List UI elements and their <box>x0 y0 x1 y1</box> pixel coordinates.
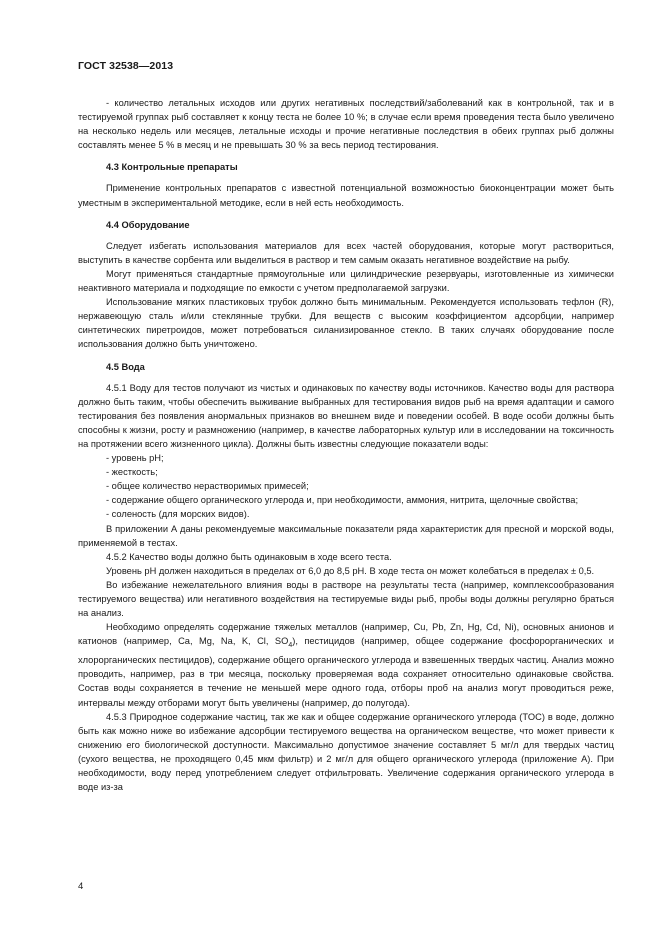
section-heading-4-5: 4.5 Вода <box>106 361 145 372</box>
list-item: - соленость (для морских видов). <box>106 509 250 520</box>
paragraph: 4.5.1 Воду для тестов получают из чистых и одинаковых по качеству воды источников. Качество воды для раствора должно быть таким, чтобы обеспечить выживание выбранных для тестирования видов рыб на время адаптации и самого тестирования без появления анормальных признаков во внешнем виде и поведении особей. В воде особи должны быть способны к жизни, росту и размножению (например, в качестве лабораторных культур или в исследовании на токсичность на протяжении всего жизненного цикла). Должны быть известны следующие показатели воды: <box>78 382 614 449</box>
paragraph: 4.5.3 Природное содержание частиц, так же как и общее содержание органического углерода (TOC) в воде, должно быть как можно ниже во избежание адсорбции тестируемого вещества на органическом веществе, что может привести к снижению его биологической доступности. Максимально допустимое значение составляет 5 мг/л для твердых частиц (сухого вещества, не проходящего 0,45 мкм фильтр) и 2 мг/л для общего органического углерода (приложение А). При необходимости, воду перед употреблением следует отфильтровать. Увеличение содержания органического углерода в воде из-за <box>78 711 614 793</box>
paragraph: В приложении А даны рекомендуемые максимальные показатели ряда характеристик для пресной и морской воды, применяемой в тестах. <box>78 523 614 548</box>
paragraph: Следует избегать использования материалов для всех частей оборудования, которые могут раствориться, выступить в качестве сорбента или выделиться в раствор и тем самым оказать негативное воздействие на рыбу. <box>78 240 614 265</box>
paragraph: Уровень pH должен находиться в пределах от 6,0 до 8,5 pH. В ходе теста он может колебаться в пределах ± 0,5. <box>106 565 595 576</box>
subscript: 4 <box>288 642 293 650</box>
paragraph <box>78 620 614 709</box>
document-header: ГОСТ 32538—2013 <box>78 60 174 72</box>
paragraph: - количество летальных исходов или других негативных последствий/заболеваний как в контрольной, так и в тестируемой группах рыб составляет к концу теста не более 10 %; в случае если время проведения теста было увеличено на несколько недель или месяцев, летальные исходы и прочие негативные последствия в обеих группах рыб должны составлять менее 5 % в месяц и не превышать 30 % за весь период тестирования. <box>78 98 614 151</box>
page-number: 4 <box>78 881 84 892</box>
paragraph: Могут применяться стандартные прямоугольные или цилиндрические резервуары, изготовленные из химически неактивного материала и подходящие по емкости с учетом предполагаемой загрузки. <box>78 268 614 294</box>
page-body <box>78 96 614 794</box>
paragraph: Использование мягких пластиковых трубок должно быть минимальным. Рекомендуется использовать тефлон (R), нержавеющую сталь и/или стеклянные трубки. Для веществ с высоким коэффициентом адсорбции, например синтетических пиретроидов, может потребоваться силанизированное стекло. В таких случаях оборудование после использования должно быть уничтожено. <box>78 297 614 350</box>
paragraph: Во избежание нежелательного влияния воды в растворе на результаты теста (например, комплексообразования тестируемого вещества) или негативного воздействия на тестируемые виды рыб, пробы воды должны регулярно браться на анализ. <box>78 579 614 619</box>
list-item: - уровень pH; <box>106 453 164 464</box>
list-item: - жесткость; <box>106 467 158 478</box>
paragraph: Применение контрольных препаратов с известной потенциальной возможностью биоконцентрации может быть уместным в экспериментальной методике, если в ней есть необходимость. <box>78 183 614 208</box>
paragraph: 4.5.2 Качество воды должно быть одинаковым в ходе всего теста. <box>106 551 392 562</box>
paragraph-text-part: ), пестицидов (например, общее содержание фосфорорганических и хлорорганических пестицидов), содержание общего органического углерода и взвешенных твердых частиц. Анализ можно проводить, например, раз в три месяца, поскольку проверяемая вода сохраняет относительно одинаковые свойства. Состав воды сохраняется в течение не меньшей мере одного года, отборы проб на анализ могут проводиться реже, интервалы между отборами могут быть увеличены (например, до полугода). <box>78 636 615 708</box>
list-item: - общее количество нерастворимых примесей; <box>106 481 309 492</box>
section-heading-4-4: 4.4 Оборудование <box>106 219 190 230</box>
paragraph-text-part: Необходимо определять содержание тяжелых металлов (например, Cu, Pb, Zn, Hg, Cd, Ni), основных анионов и катионов (например, Ca, Mg, Na, K, Cl, SO <box>78 622 614 647</box>
list-item: - содержание общего органического углерода и, при необходимости, аммония, нитрита, щелочные свойства; <box>106 495 579 506</box>
section-heading-4-3: 4.3 Контрольные препараты <box>106 162 238 173</box>
